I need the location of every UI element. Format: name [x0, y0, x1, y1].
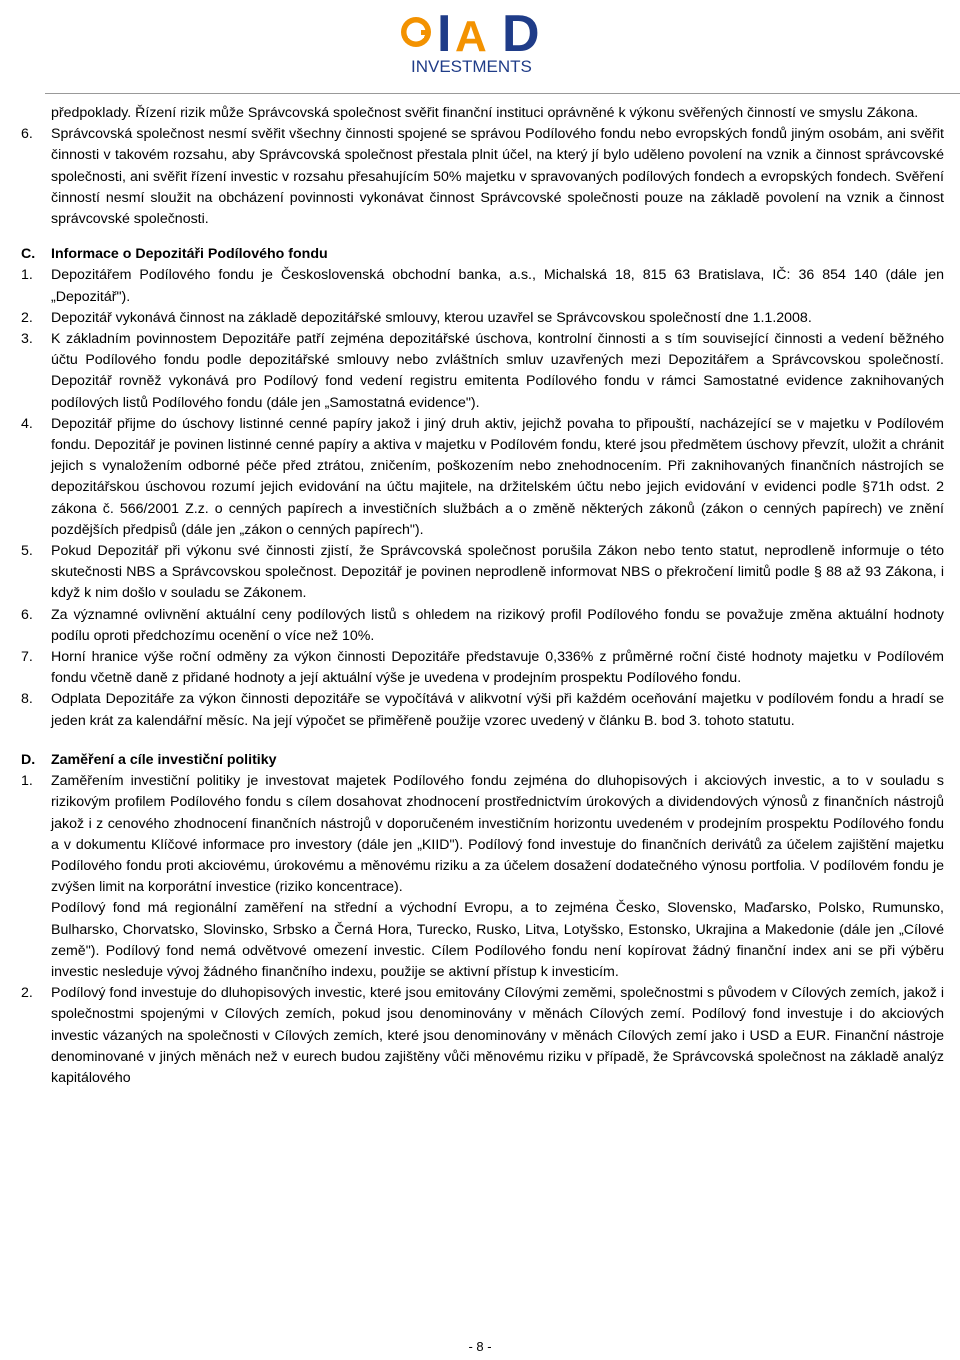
section-letter: C. — [21, 246, 36, 263]
list-item-text: Depozitářem Podílového fondu je Československá obchodní banka, a.s., Michalská 18, 815 63 Bratislava, IČ: 36 854 140 (dále jen „Depozitář"). — [51, 267, 944, 305]
section-title: Informace o Depozitáři Podílového fondu — [51, 246, 328, 263]
paragraph: Podílový fond má regionální zaměření na střední a východní Evropu, a to zejména Česko, Slovensko, Maďarsko, Polsko, Rumunsko, Bulharsko, Chorvatsko, Slovinsko, Srbsko a Černá Hora, Turecko, Rusko, Litva, Lotyšsko, Estonsko, Ukrajina a Makedonie (dále jen „Cílové země"). Podílový fond nemá odvětvové omezení investic. Cílem Podílového fondu není kopírovat žádný finanční index ani se při výběru investic nesleduje vývoj žádného finančního indexu, použije se aktivní přístup k investicím. — [51, 900, 944, 980]
list-item — [21, 265, 944, 307]
list-item-text: Podílový fond investuje do dluhopisových investic, které jsou emitovány Cílovými zeměmi, společnostmi s původem v Cílových zemích, jakož i společnostmi spojenými v Cílových zemích, pokud jsou denominovány v měnách Cílových zemí. Podílový fond investuje i do akciových investic vázaných na společnosti v Cílových zemích, které jsou denominovány v měnách Cílových zemí jako i USD a EUR. Finanční nástroje denominované v jiných měnách než v eurech budou zajištěny vůči měnovému riziku v případě, že Správcovská společnost na základě analýz kapitálového — [51, 985, 944, 1086]
list-item — [21, 414, 944, 541]
list-item — [21, 771, 944, 983]
list-item — [21, 329, 944, 414]
list-number: 1. — [21, 773, 33, 790]
list-item — [21, 983, 944, 1089]
list-item-text: K základním povinnostem Depozitáře patří zejména depozitářské úschova, kontrolní činnosti a s tím související činnosti a vedení běžného účtu Podílového fondu podle depozitářské smlouvy nebo zvláštních smluv uzavřených mezi Depozitářem a Správcovskou společností. Depozitář rovněž vykonává pro Podílový fond vedení registru emitenta Podílového fondu v rámci Samostatné evidence zaknihovaných podílových listů Podílového fondu (dále jen „Samostatná evidence"). — [51, 331, 944, 411]
intro-continuation: předpoklady. Řízení rizik může Správcovská společnost svěřit finanční instituci oprávněné k výkonu svěřených činností ve smyslu Zákona. — [51, 105, 919, 121]
page-number: - 8 - — [468, 1339, 492, 1354]
section-letter: D. — [21, 751, 36, 768]
paragraph: Zaměřením investiční politiky je investovat majetek Podílového fondu zejména do dluhopisových i akciových investic, a to v souladu s rizikovým profilem Podílového fondu s cílem dosahovat zhodnocení prostřednictvím úrokových a dividendových výnosů z finančních nástrojů jakož i z cenového zhodnocení finančních nástrojů v doporučeném investičním horizontu uvedeném v prodejním prospektu Podílového fondu a v dokumentu Klíčové informace pro investory (dále jen „KIID"). Podílový fond investuje do finančních derivátů za účelem zajištění majetku Podílového fondu proti akciovému, úrokovému a měnovému riziku a za účelem dosažení dodatečného výnosu portfolia. V podílovém fondu je zvýšen limit na korporátní investice (riziko koncentrace). — [51, 773, 944, 896]
section-d-heading — [21, 750, 944, 771]
list-item-text: Pokud Depozitář při výkonu své činnosti zjistí, že Správcovská společnost porušila Zákon nebo tento statut, neprodleně informuje o této skutečnosti NBS a Správcovskou společnost. Depozitář je povinen neprodleně informovat NBS o překročení limitů podle § 88 až 93 Zákona, i když k nim došlo v souladu se Zákonem. — [51, 543, 944, 602]
header-rule — [45, 93, 960, 94]
list-item — [21, 647, 944, 689]
list-number: 4. — [21, 415, 33, 432]
svg-text:I: I — [437, 5, 452, 63]
list-number: 2. — [21, 985, 33, 1002]
list-item — [21, 541, 944, 605]
list-number: 1. — [21, 267, 33, 284]
page-header — [0, 0, 960, 92]
list-number: 6. — [21, 606, 33, 623]
list-number: 6. — [21, 126, 33, 143]
list-number: 5. — [21, 543, 33, 560]
list-number: 2. — [21, 309, 33, 326]
section-title: Zaměření a cíle investiční politiky — [51, 751, 277, 768]
logo-subtitle: INVESTMENTS — [411, 57, 532, 76]
list-item — [21, 605, 944, 647]
list-item-text: Depozitář přijme do úschovy listinné cenné papíry jakož i jiný druh aktiv, jejichž povaha to připouští, nacházející se v majetku v Podílovém fondu. Depozitář je povinen listinné cenné papíry a aktiva v majetku v Podílovém fondu, které jsou předmětem úschovy převzít, uložit a chránit jejich s vynaložením odborné péče před ztrátou, zničením, poškozením nebo znehodnocením. Při zaknihovaných finančních nástrojích se depozitářskou úschovou rozumí jejich evidování na účtu majitele, na držitelském účtu nebo jejich evidování v evidenci podle §71h odst. 2 zákona č. 566/2001 Z.z. o cenných papírech a investičních službách a o změně některých zákonů (zákon o cenných papírech) ve znění pozdějších předpisů (dále jen „zákon o cenných papírech"). — [51, 415, 944, 538]
intro-list-item — [21, 124, 944, 230]
iad-investments-logo — [399, 4, 569, 76]
list-item-text: Depozitář vykonává činnost na základě depozitářské smlouvy, kterou uzavřel se Správcovskou společností dne 1.1.2008. — [51, 309, 812, 326]
svg-text:D: D — [502, 5, 540, 63]
list-number: 7. — [21, 649, 33, 666]
document-body — [21, 103, 944, 1089]
list-item-text: Správcovská společnost nesmí svěřit všechny činnosti spojené se správou Podílového fondu nebo evropských fondů jiným osobám, ani svěřit činnosti v takovém rozsahu, aby Správcovská společnost přestala plnit účel, na který jí bylo uděleno povolení na vznik a činnost správcovské společnosti, ani svěřit řízení investic v rozsahu přesahujícím 50% majetku v spravovaných podílových fondech a evropských fondech. Svěření činností nesmí sloužit na obcházení povinnosti vykonávat činnost Správcovské společnosti pouze na základě povolení na vznik a činnost správcovské společnosti. — [51, 126, 944, 228]
list-item-text: Horní hranice výše roční odměny za výkon činnosti Depozitáře představuje 0,336% z průměrné roční čisté hodnoty majetku v Podílovém fondu včetně daně z přidané hodnoty a její aktuální výše je uvedena v prodejním prospektu Podílového fondu. — [51, 649, 944, 687]
list-item — [21, 308, 944, 329]
list-item-text: Za významné ovlivnění aktuální ceny podílových listů s ohledem na rizikový profil Podílového fondu se považuje změna aktuální hodnoty podílu oproti předchozímu ocenění o více než 10%. — [51, 606, 944, 644]
list-number: 3. — [21, 331, 33, 348]
list-item — [21, 689, 944, 731]
list-item-text: Odplata Depozitáře za výkon činnosti depozitáře se vypočítává v alikvotní výši při každém oceňování majetku v podílovém fondu a hradí se jeden krát za kalendářní měsíc. Na její výpočet se přiměřeně použije vzorec uvedený v článku B. bod 3. tohoto statutu. — [51, 691, 944, 729]
list-number: 8. — [21, 691, 33, 708]
section-c-heading — [21, 244, 944, 265]
svg-text:A: A — [455, 12, 487, 61]
